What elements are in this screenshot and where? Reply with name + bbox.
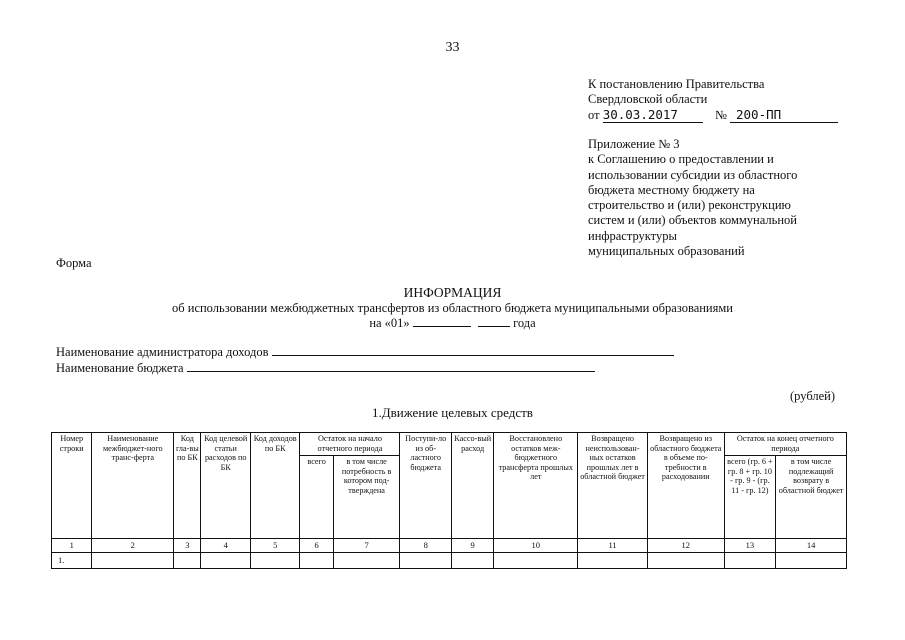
resolution-date: 30.03.2017 [603, 107, 703, 123]
column-number: 11 [578, 539, 648, 553]
column-number: 12 [647, 539, 724, 553]
header-returned-unused: Возвращено неиспользован-ных остатков прошлых лет в областной бюджет [578, 433, 648, 539]
section-title: 1.Движение целевых средств [372, 405, 533, 420]
header-restored: Восстановлено остатков меж-бюджетного трансферта прошлых лет [494, 433, 578, 539]
column-number: 14 [776, 539, 847, 553]
admin-label: Наименование администратора доходов [56, 345, 269, 359]
table-cell [494, 553, 578, 569]
number-label: № [714, 108, 727, 122]
annex-line: строительство и (или) реконструкцию [588, 198, 791, 213]
annex-line: инфраструктуры [588, 228, 677, 243]
annex-line: использовании субсидии из областного [588, 167, 798, 182]
column-number: 5 [250, 539, 299, 553]
table-cell [724, 553, 776, 569]
column-number: 9 [451, 539, 493, 553]
admin-blank [272, 355, 674, 356]
header-balance-start-need: в том числе потребность в котором под-тверждена [333, 456, 400, 539]
annex-line: систем и (или) объектов коммунальной [588, 213, 797, 228]
table-cell [250, 553, 299, 569]
budget-label: Наименование бюджета [56, 361, 184, 375]
form-label: Форма [56, 256, 92, 270]
column-number-row [52, 539, 847, 553]
annex-line: бюджета местному бюджету на [588, 182, 755, 197]
report-date-line [0, 316, 905, 331]
resolution-line-1: К постановлению Правительства [588, 77, 765, 91]
column-number: 7 [333, 539, 400, 553]
header-code-income: Код доходов по БК [250, 433, 299, 539]
column-number: 10 [494, 539, 578, 553]
column-number: 2 [92, 539, 174, 553]
table-row [52, 553, 847, 569]
column-number: 3 [174, 539, 201, 553]
column-number: 1 [52, 539, 92, 553]
table-cell [201, 553, 250, 569]
date-month-blank [413, 326, 471, 327]
budget-blank [187, 371, 595, 372]
column-number: 13 [724, 539, 776, 553]
document-title: ИНФОРМАЦИЯ [403, 285, 502, 300]
date-prefix: на «01» [369, 316, 410, 330]
column-number: 4 [201, 539, 250, 553]
header-cash-expense: Кассо-вый расход [451, 433, 493, 539]
header-returned-from-regional: Возвращено из областного бюджета в объеме по-требности в расходовании [647, 433, 724, 539]
date-year-blank [478, 326, 510, 327]
units-label: (рублей) [790, 389, 836, 403]
table-cell [451, 553, 493, 569]
document-subtitle: об использовании межбюджетных трансфертов из областного бюджета муниципальными образованиями [172, 301, 733, 315]
table-header-row [52, 433, 847, 456]
header-balance-end-return: в том числе подлежащий возврату в областной бюджет [776, 456, 847, 539]
header-transfer-name: Наименование межбюджет-ного транс-ферта [92, 433, 174, 539]
header-balance-start: Остаток на начало отчетного периода [300, 433, 400, 456]
annex-line: к Соглашению о предоставлении и [588, 152, 774, 167]
resolution-date-line [588, 107, 888, 123]
table-cell [578, 553, 648, 569]
table-cell [400, 553, 452, 569]
admin-line [56, 345, 674, 360]
header-received: Поступи-ло из об-ластного бюджета [400, 433, 452, 539]
header-balance-start-total: всего [300, 456, 333, 539]
header-balance-end: Остаток на конец отчетного периода [724, 433, 846, 456]
header-balance-end-total: всего (гр. 6 + гр. 8 + гр. 10 - гр. 9 - (гр. 11 - гр. 12) [724, 456, 776, 539]
table-cell [174, 553, 201, 569]
date-suffix: года [513, 316, 536, 330]
column-number: 8 [400, 539, 452, 553]
resolution-line-2: Свердловской области [588, 92, 708, 106]
table-cell [776, 553, 847, 569]
table-cell: 1. [52, 553, 92, 569]
table-cell [333, 553, 400, 569]
resolution-number: 200-ПП [730, 107, 838, 123]
budget-line [56, 361, 595, 376]
from-label: от [588, 108, 600, 122]
table-cell [300, 553, 333, 569]
page-number: 33 [445, 40, 460, 55]
funds-table [51, 432, 847, 569]
table-cell [647, 553, 724, 569]
header-code-target: Код целевой статьи расходов по БК [201, 433, 250, 539]
annex-line: муниципальных образований [588, 244, 745, 259]
header-code-chapter: Код гла-вы по БК [174, 433, 201, 539]
annex-block [588, 137, 888, 259]
header-row-num: Номер строки [52, 433, 92, 539]
resolution-block [588, 77, 888, 123]
table-cell [92, 553, 174, 569]
column-number: 6 [300, 539, 333, 553]
annex-line: Приложение № 3 [588, 137, 680, 151]
